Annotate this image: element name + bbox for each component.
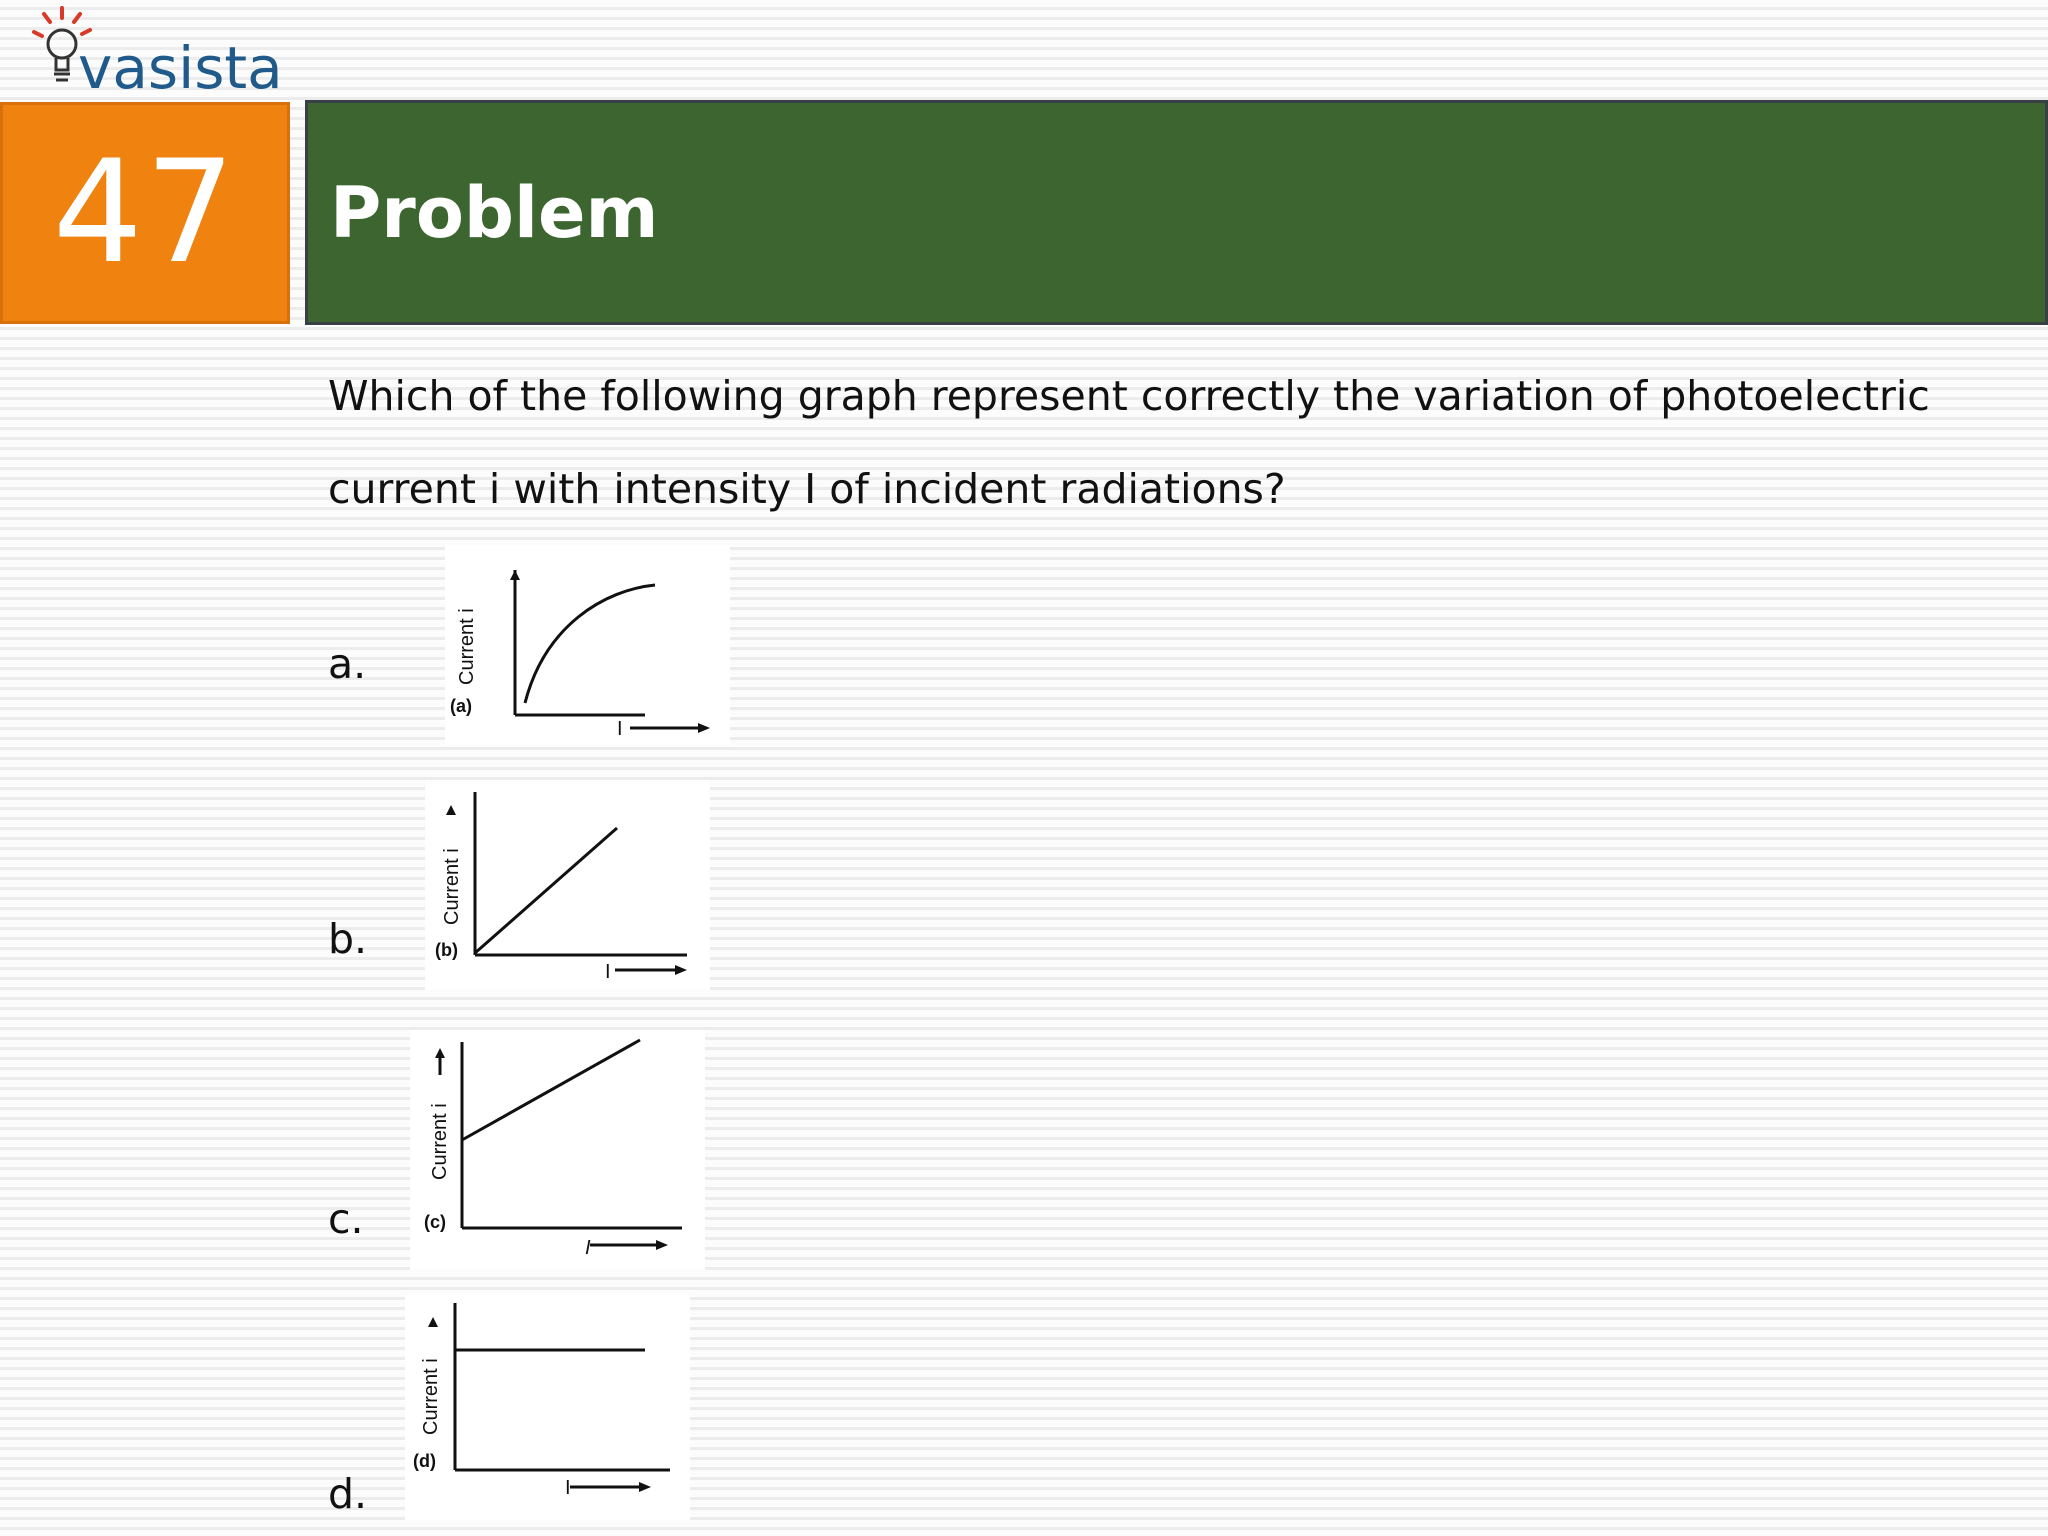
page-title: Problem <box>330 171 659 254</box>
graph-d-xlabel: I <box>565 1477 571 1499</box>
graph-b <box>425 780 710 990</box>
graph-a <box>445 545 730 745</box>
option-d-label: d. <box>328 1470 368 1518</box>
option-b-label: b. <box>328 915 368 963</box>
logo-graphic <box>20 4 290 100</box>
graph-c-ylabel: Current i <box>429 1103 451 1180</box>
graph-c-xlabel: I <box>585 1237 591 1259</box>
graph-d-tag: (d) <box>413 1451 436 1471</box>
question-text: Which of the following graph represent correctly the variation of photoelectric current i with intensity I of incident radiations? <box>328 372 1930 513</box>
graph-a-ylabel: Current i <box>456 608 478 685</box>
option-a-label: a. <box>328 640 367 688</box>
graph-d-ylabel: Current i <box>420 1358 442 1435</box>
slide-number: 47 <box>52 130 238 295</box>
graph-a-xlabel: I <box>617 718 623 740</box>
option-c-label: c. <box>328 1195 364 1243</box>
slide-number-box <box>0 102 290 324</box>
vasista-logo <box>20 4 290 100</box>
graph-c-tag: (c) <box>424 1212 446 1232</box>
graph-b-ylabel: Current i <box>441 848 463 925</box>
graph-a-tag: (a) <box>450 696 472 716</box>
graph-b-tag: (b) <box>435 940 458 960</box>
graph-d <box>405 1295 690 1520</box>
graph-b-xlabel: I <box>605 961 611 983</box>
graph-c <box>410 1030 705 1270</box>
logo-text: vasista <box>78 34 283 100</box>
title-bar <box>305 100 2048 325</box>
